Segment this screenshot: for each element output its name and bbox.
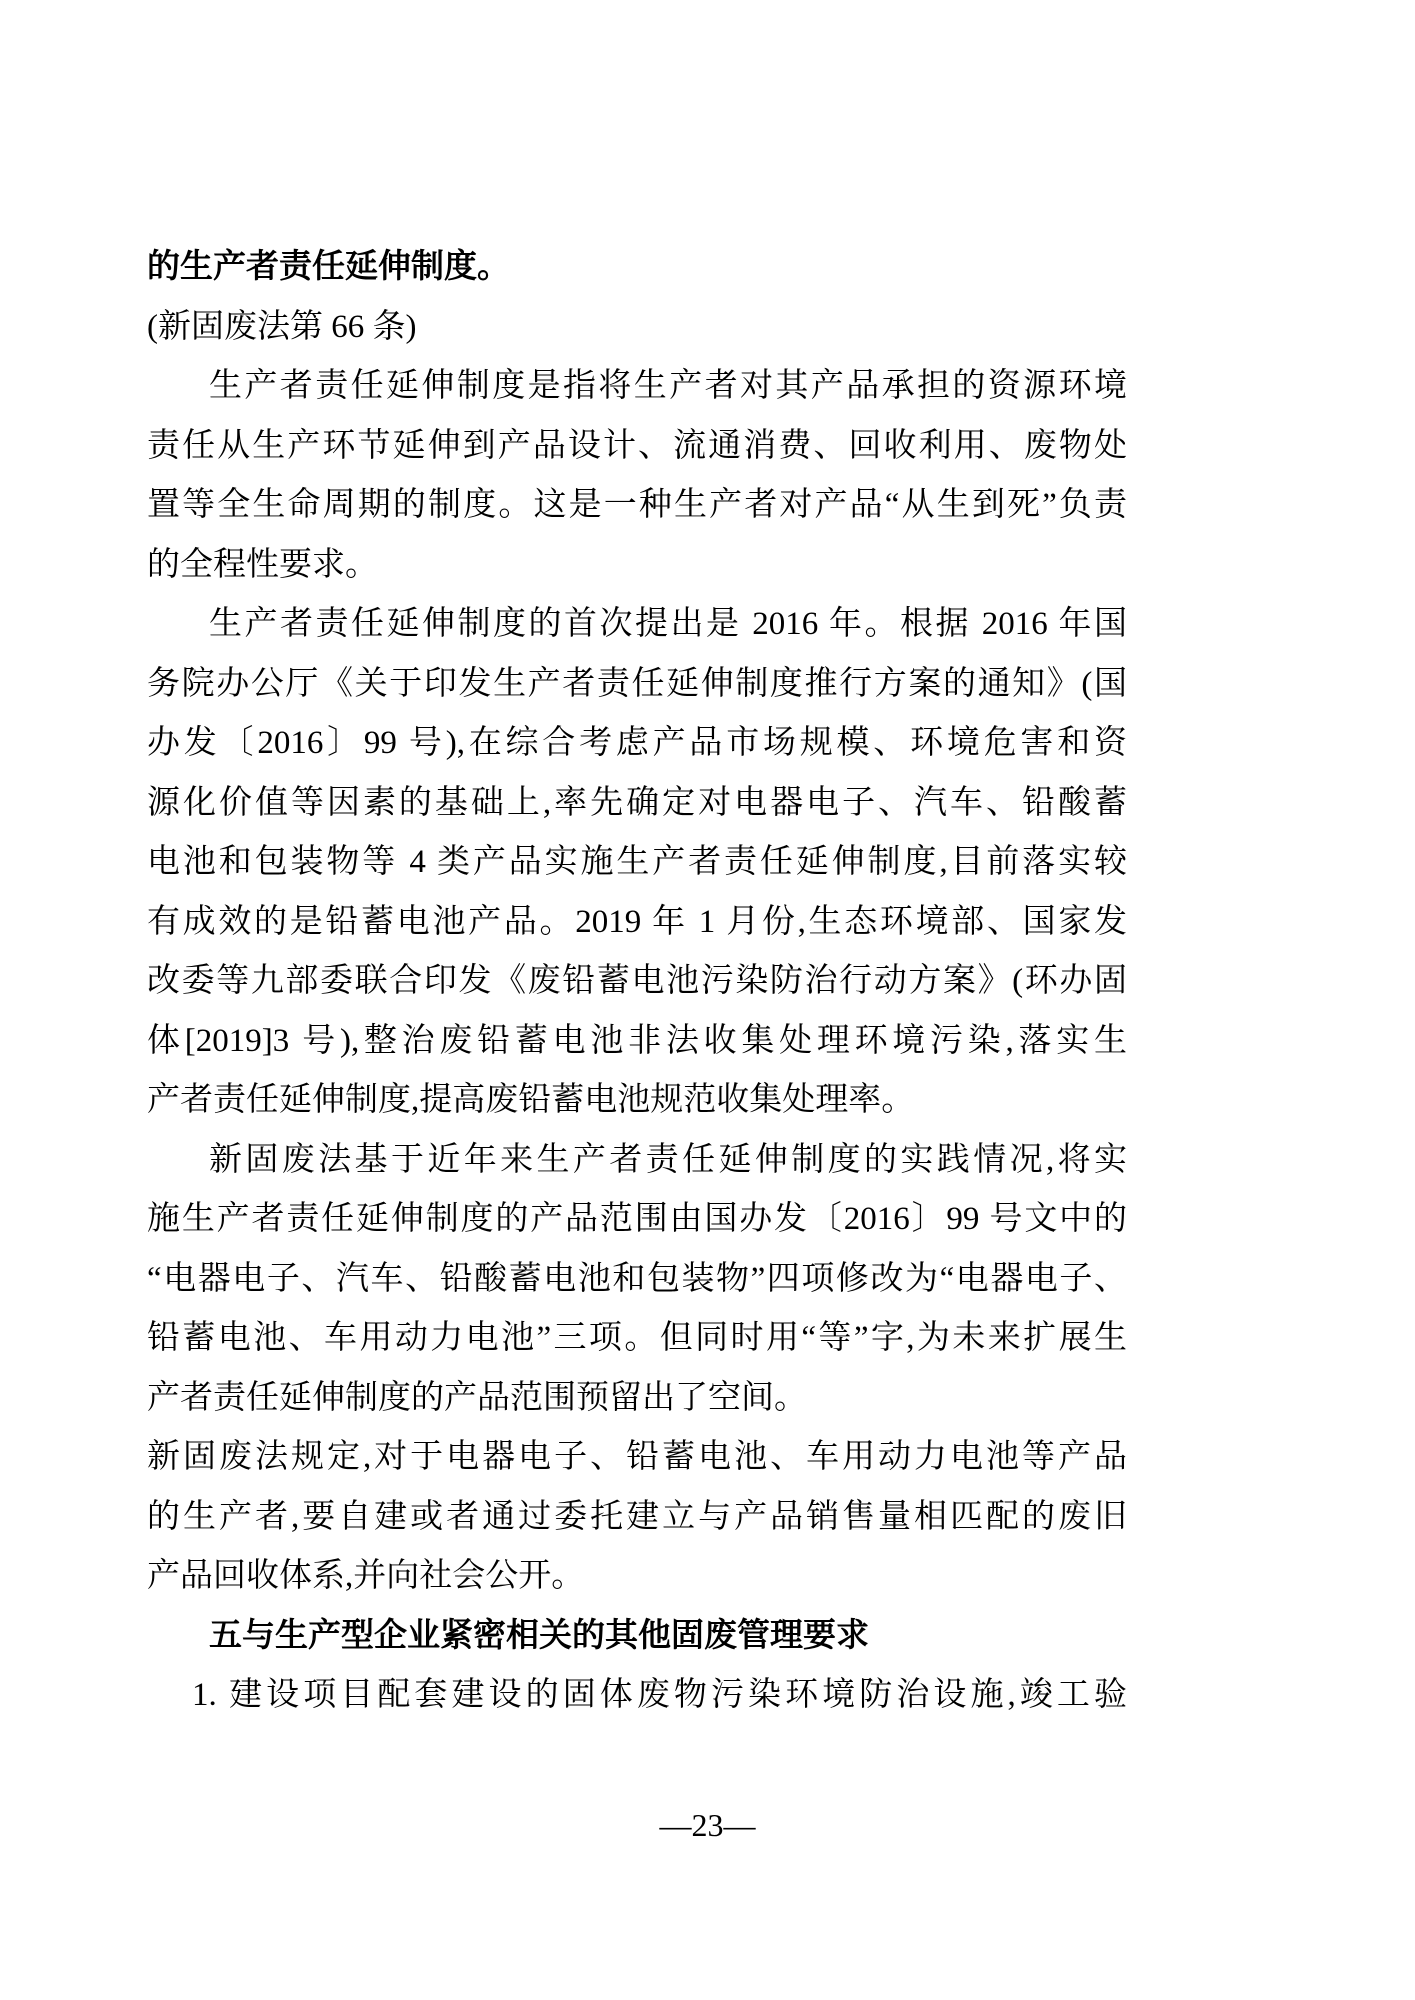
page-number: —23— bbox=[659, 1807, 756, 1843]
text-line: 施生产者责任延伸制度的产品范围由国办发〔2016〕99 号文中的 bbox=[147, 1201, 1127, 1237]
text-line: 源化价值等因素的基础上,率先确定对电器电子、汽车、铅酸蓄 bbox=[147, 784, 1127, 821]
text-line: 产者责任延伸制度,提高废铅蓄电池规范收集处理率。 bbox=[147, 1082, 915, 1118]
text-line: 务院办公厅《关于印发生产者责任延伸制度推行方案的通知》(国 bbox=[147, 665, 1127, 702]
text-line: (新固废法第 66 条) bbox=[147, 308, 417, 345]
text-line: 置等全生命周期的制度。这是一种生产者对产品“从生到死”负责 bbox=[147, 487, 1127, 523]
text-line: 新固废法规定,对于电器电子、铅蓄电池、车用动力电池等产品 bbox=[147, 1439, 1127, 1475]
section-heading: 五与生产型企业紧密相关的其他固废管理要求 bbox=[209, 1617, 869, 1654]
text-line: 生产者责任延伸制度的首次提出是 2016 年。根据 2016 年国 bbox=[209, 606, 1127, 642]
text-line: 生产者责任延伸制度是指将生产者对其产品承担的资源环境 bbox=[209, 368, 1127, 404]
document-body bbox=[147, 238, 1127, 1726]
text-line: 有成效的是铅蓄电池产品。2019 年 1 月份,生态环境部、国家发 bbox=[147, 903, 1127, 940]
text-line: 产品回收体系,并向社会公开。 bbox=[147, 1558, 585, 1594]
text-line: 电池和包装物等 4 类产品实施生产者责任延伸制度,目前落实较 bbox=[147, 844, 1127, 880]
text-line: 体[2019]3 号),整治废铅蓄电池非法收集处理环境污染,落实生 bbox=[147, 1022, 1127, 1059]
section-heading-continued: 的生产者责任延伸制度。 bbox=[147, 249, 510, 285]
text-line: 新固废法基于近年来生产者责任延伸制度的实践情况,将实 bbox=[209, 1141, 1127, 1178]
text-line: 的生产者,要自建或者通过委托建立与产品销售量相匹配的废旧 bbox=[147, 1498, 1127, 1535]
text-line: 办发〔2016〕99 号),在综合考虑产品市场规模、环境危害和资 bbox=[147, 725, 1127, 761]
text-line: 铅蓄电池、车用动力电池”三项。但同时用“等”字,为未来扩展生 bbox=[147, 1320, 1127, 1356]
text-line: 的全程性要求。 bbox=[147, 546, 378, 583]
text-line: 产者责任延伸制度的产品范围预留出了空间。 bbox=[147, 1379, 807, 1416]
text-line: 改委等九部委联合印发《废铅蓄电池污染防治行动方案》(环办固 bbox=[147, 963, 1127, 999]
text-line: “电器电子、汽车、铅酸蓄电池和包装物”四项修改为“电器电子、 bbox=[147, 1260, 1127, 1297]
text-line: 责任从生产环节延伸到产品设计、流通消费、回收利用、废物处 bbox=[147, 427, 1127, 464]
text-line: 1. 建设项目配套建设的固体废物污染环境防治设施,竣工验 bbox=[192, 1677, 1127, 1713]
